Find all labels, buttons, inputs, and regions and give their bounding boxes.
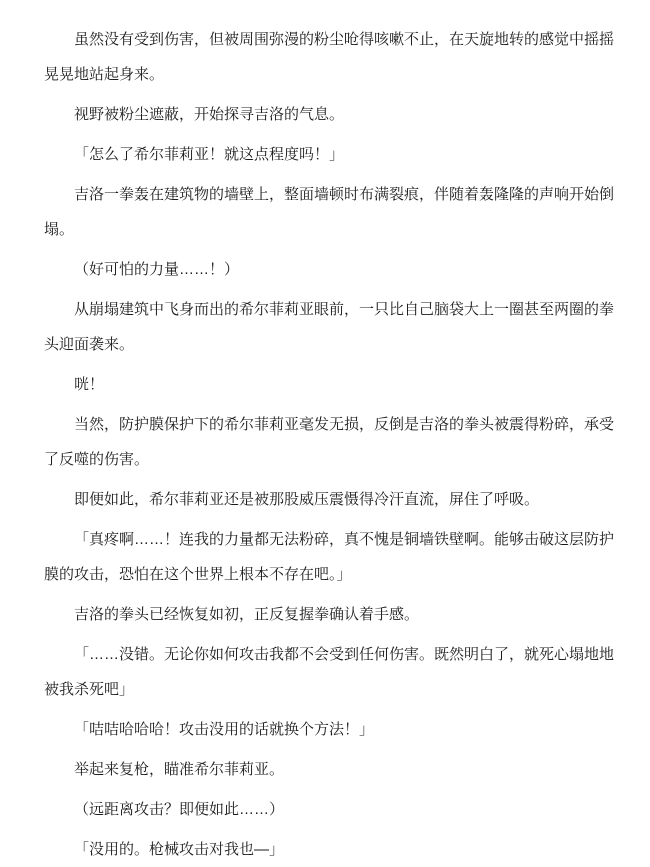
paragraph: 当然，防护膜保护下的希尔菲莉亚毫发无损，反倒是吉洛的拳头被震得粉碎，承受了反噬的伤害。 xyxy=(44,416,615,468)
paragraph: 吉洛一拳轰在建筑物的墙壁上，整面墙顿时布满裂痕，伴随着轰隆隆的声响开始倒塌。 xyxy=(44,186,615,238)
paragraph-dialogue: 「真疼啊……！连我的力量都无法粉碎，真不愧是铜墙铁壁啊。能够击破这层防护膜的攻击，恐怕在这个世界上根本不存在吧。」 xyxy=(44,531,615,583)
paragraph: 视野被粉尘遮蔽，开始探寻吉洛的气息。 xyxy=(74,106,345,123)
paragraph: 即便如此，希尔菲莉亚还是被那股威压震慑得冷汗直流，屏住了呼吸。 xyxy=(74,491,540,508)
paragraph-dialogue: 「……没错。无论你如何攻击我都不会受到任何伤害。既然明白了，就死心塌地地被我杀死吧」 xyxy=(44,646,615,698)
paragraph: 从崩塌建筑中飞身而出的希尔菲莉亚眼前，一只比自己脑袋大上一圈甚至两圈的拳头迎面袭来。 xyxy=(44,301,615,353)
paragraph-thought: （好可怕的力量……！） xyxy=(74,261,240,278)
paragraph-dialogue: 「怎么了希尔菲莉亚！就这点程度吗！」 xyxy=(74,146,345,163)
paragraph: 举起来复枪，瞄准希尔菲莉亚。 xyxy=(74,761,285,778)
paragraph: 吉洛的拳头已经恢复如初，正反复握拳确认着手感。 xyxy=(74,606,420,623)
paragraph: 虽然没有受到伤害，但被周围弥漫的粉尘呛得咳嗽不止，在天旋地转的感觉中摇摇晃晃地站起身来。 xyxy=(44,31,615,83)
paragraph-sfx: 咣！ xyxy=(74,376,105,393)
paragraph-thought: （远距离攻击？即便如此……） xyxy=(74,801,285,818)
paragraph-dialogue: 「没用的。枪械攻击对我也—」 xyxy=(74,841,285,858)
paragraph-dialogue: 「咭咭哈哈哈！攻击没用的话就换个方法！」 xyxy=(74,721,375,738)
